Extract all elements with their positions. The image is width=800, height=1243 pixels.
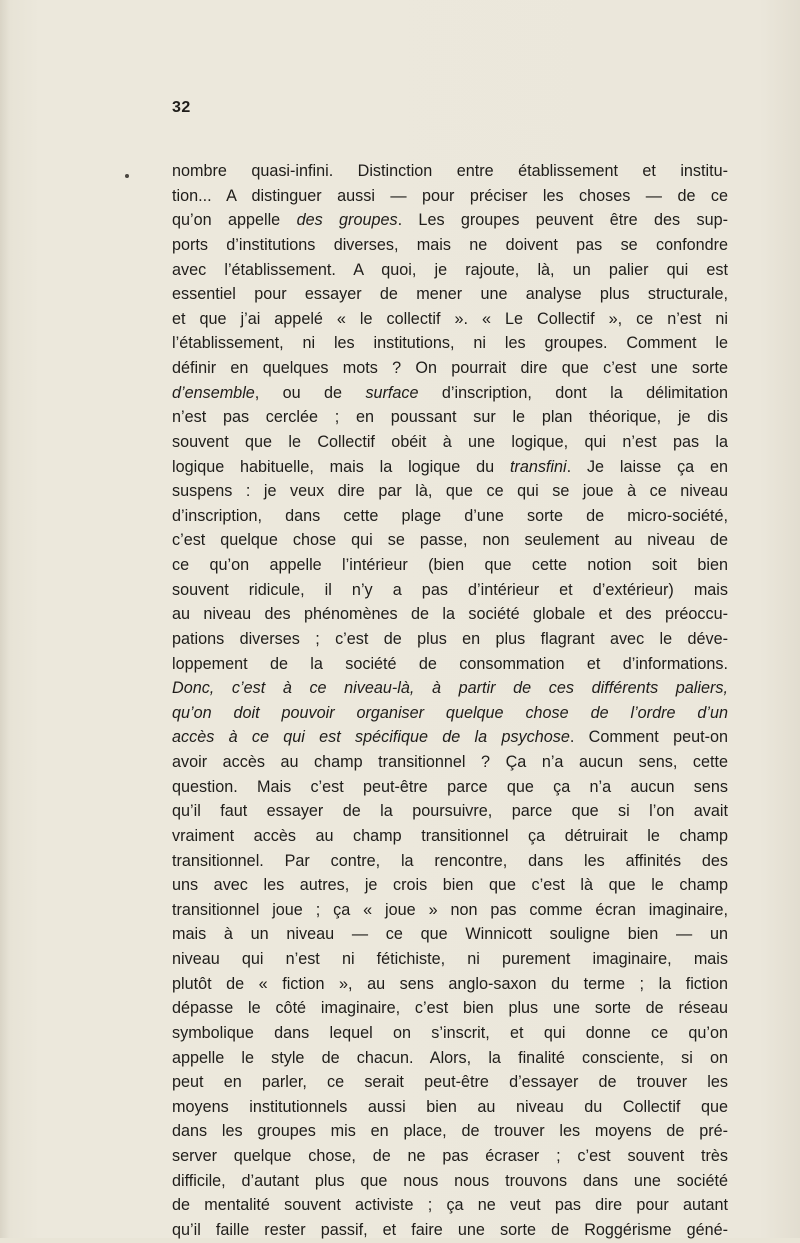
- text-segment: tion... A distinguer aussi — pour préciser les choses — de ce: [172, 186, 728, 205]
- text-line: [172, 922, 728, 947]
- text-segment: définir en quelques mots ? On pourrait dire que c’est une sorte: [172, 359, 728, 377]
- margin-mark: [125, 174, 129, 178]
- text-segment: nombre quasi-infini. Distinction entre établissement et institu-: [172, 162, 728, 180]
- text-segment: essentiel pour essayer de mener une analyse plus structurale,: [172, 285, 728, 304]
- text-segment: uns avec les autres, je crois bien que c’est là que le champ: [172, 876, 728, 895]
- text-line: [172, 1144, 728, 1169]
- text-segment: n’est pas cerclée ; en poussant sur le plan théorique, je dis: [172, 408, 728, 427]
- text-line: [172, 455, 728, 480]
- text-line: [172, 307, 728, 332]
- text-line: [172, 1193, 728, 1218]
- text-line: [172, 504, 728, 529]
- text-line: [172, 184, 728, 209]
- text-line: [172, 1070, 728, 1095]
- text-line: [172, 331, 728, 356]
- text-line: [172, 430, 728, 455]
- text-line: [172, 356, 728, 381]
- text-segment: , ou de: [254, 383, 366, 402]
- italic-text: d’ensemble: [172, 383, 255, 402]
- text-line: [172, 849, 728, 874]
- text-line: [172, 947, 728, 972]
- text-line: [172, 282, 728, 307]
- body-text: [172, 159, 728, 1243]
- text-segment: server quelque chose, de ne pas écraser ; c’est souvent très: [172, 1147, 728, 1165]
- text-segment: question. Mais c’est peut-être parce que ça n’a aucun sens: [172, 777, 728, 796]
- text-line: [172, 898, 728, 923]
- text-segment: appelle le style de chacun. Alors, la finalité consciente, si on: [172, 1048, 728, 1067]
- text-line: [172, 972, 728, 997]
- text-line: [172, 258, 728, 283]
- text-segment: moyens institutionnels aussi bien au niveau du Collectif que: [172, 1097, 728, 1116]
- text-line: [172, 775, 728, 800]
- italic-text: des groupes: [296, 211, 398, 230]
- text-segment: . Comment peut-on: [569, 728, 728, 747]
- text-line: [172, 725, 728, 750]
- italic-text: surface: [365, 383, 419, 402]
- text-line: [172, 381, 728, 406]
- text-line: [172, 996, 728, 1021]
- text-segment: qu’on appelle: [172, 211, 297, 230]
- text-segment: peut en parler, ce serait peut-être d’essayer de trouver les: [172, 1073, 728, 1092]
- text-segment: souvent ridicule, il n’y a pas d’intérieur et d’extérieur) mais: [172, 580, 728, 599]
- text-segment: vraiment accès au champ transitionnel ça détruirait le champ: [172, 826, 728, 845]
- text-line: [172, 578, 728, 603]
- text-segment: transitionnel joue ; ça « joue » non pas comme écran imaginaire,: [172, 900, 728, 919]
- text-segment: au niveau des phénomènes de la société globale et des préoccu-: [172, 605, 728, 624]
- text-line: [172, 528, 728, 553]
- text-line: [172, 873, 728, 898]
- text-segment: . Les groupes peuvent être des sup-: [397, 211, 728, 230]
- text-line: [172, 627, 728, 652]
- text-line: [172, 750, 728, 775]
- text-line: [172, 479, 728, 504]
- text-line: [172, 1046, 728, 1071]
- text-segment: ports d’institutions diverses, mais ne doivent pas se confondre: [172, 235, 728, 254]
- text-segment: souvent que le Collectif obéit à une logique, qui n’est pas la: [172, 432, 728, 451]
- text-segment: avec l’établissement. A quoi, je rajoute, là, un palier qui est: [172, 260, 728, 279]
- text-line: [172, 405, 728, 430]
- text-segment: mais à un niveau — ce que Winnicott souligne bien — un: [172, 925, 728, 944]
- text-segment: logique habituelle, mais la logique du: [172, 457, 510, 476]
- text-segment: dépasse le côté imaginaire, c’est bien plus une sorte de réseau: [172, 999, 728, 1018]
- text-line: [172, 1218, 728, 1243]
- text-line: [172, 553, 728, 578]
- text-line: [172, 1021, 728, 1046]
- italic-text: transfini: [509, 457, 567, 476]
- text-segment: et que j’ai appelé « le collectif ». « Le Collectif », ce n’est ni: [172, 309, 728, 328]
- text-line: [172, 159, 728, 184]
- text-line: [172, 602, 728, 627]
- text-line: [172, 799, 728, 824]
- italic-text: accès à ce qui est spécifique de la psychose: [172, 728, 570, 747]
- text-line: [172, 1095, 728, 1120]
- text-segment: ce qu’on appelle l’intérieur (bien que cette notion soit bien: [172, 556, 728, 574]
- text-line: [172, 1119, 728, 1144]
- text-line: [172, 1169, 728, 1194]
- text-line: [172, 676, 728, 701]
- text-segment: l’établissement, ni les institutions, ni les groupes. Comment le: [172, 334, 728, 353]
- text-segment: pations diverses ; c’est de plus en plus flagrant avec le déve-: [172, 629, 728, 648]
- page-number: 32: [172, 99, 191, 116]
- text-segment: dans les groupes mis en place, de trouver les moyens de pré-: [172, 1122, 728, 1141]
- text-line: [172, 824, 728, 849]
- text-segment: plutôt de « fiction », au sens anglo-saxon du terme ; la fiction: [172, 974, 728, 993]
- text-segment: niveau qui n’est ni fétichiste, ni purement imaginaire, mais: [172, 950, 728, 968]
- text-segment: avoir accès au champ transitionnel ? Ça n’a aucun sens, cette: [172, 753, 728, 771]
- text-segment: qu’il faille rester passif, et faire une sorte de Roggérisme géné-: [172, 1220, 728, 1239]
- text-segment: loppement de la société de consommation et d’informations.: [172, 654, 728, 673]
- text-line: [172, 701, 728, 726]
- italic-text: qu’on doit pouvoir organiser quelque chose de l’ordre d’un: [172, 703, 728, 722]
- text-segment: qu’il faut essayer de la poursuivre, parce que si l’on avait: [172, 802, 728, 821]
- text-segment: c’est quelque chose qui se passe, non seulement au niveau de: [172, 531, 728, 550]
- text-segment: . Je laisse ça en: [566, 457, 728, 476]
- text-line: [172, 652, 728, 677]
- text-segment: symbolique dans lequel on s’inscrit, et qui donne ce qu’on: [172, 1023, 728, 1042]
- text-segment: difficile, d’autant plus que nous nous trouvons dans une société: [172, 1171, 728, 1190]
- text-segment: suspens : je veux dire par là, que ce qui se joue à ce niveau: [172, 482, 728, 501]
- text-line: [172, 233, 728, 258]
- text-line: [172, 208, 728, 233]
- italic-text: Donc, c’est à ce niveau-là, à partir de ces différents paliers,: [172, 679, 728, 698]
- text-segment: transitionnel. Par contre, la rencontre, dans les affinités des: [172, 851, 728, 870]
- text-segment: d’inscription, dont la délimitation: [418, 383, 728, 402]
- text-segment: de mentalité souvent activiste ; ça ne veut pas dire pour autant: [172, 1196, 728, 1215]
- text-segment: d’inscription, dans cette plage d’une sorte de micro-société,: [172, 506, 728, 525]
